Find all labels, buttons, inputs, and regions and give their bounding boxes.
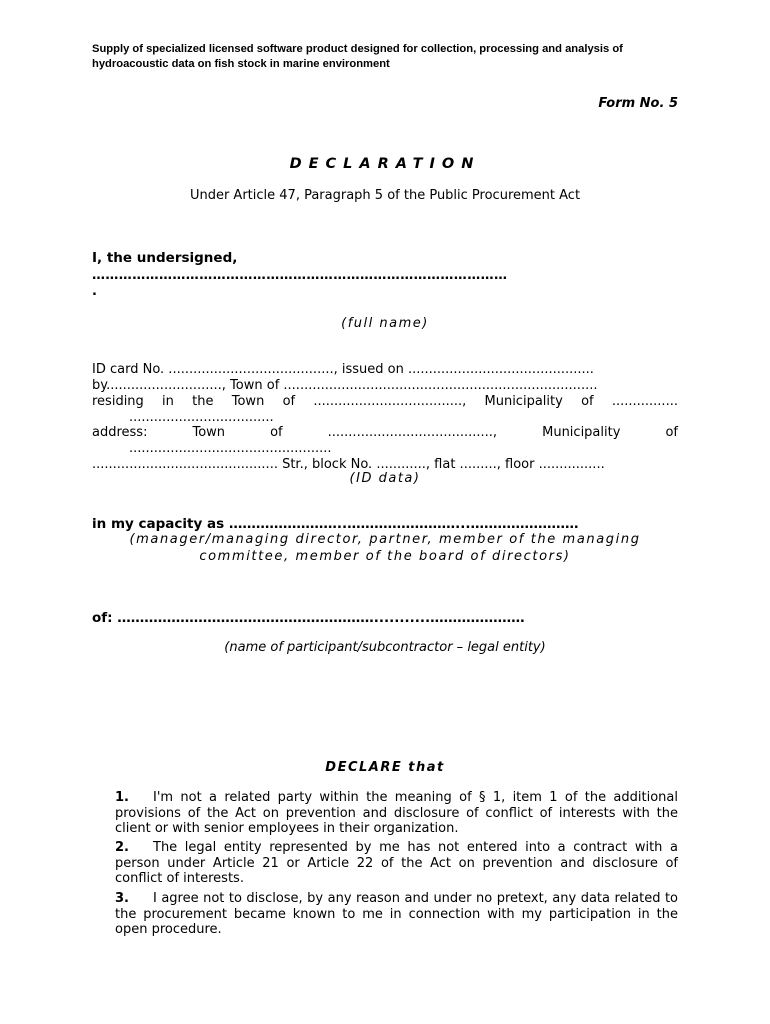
entity-field[interactable]: …………………………………………………...........………………… [117, 610, 525, 626]
capacity-caption-line-1: (manager/managing director, partner, member of the managing [129, 532, 641, 547]
entity-line[interactable] [92, 610, 525, 626]
item-number: 1. [115, 790, 129, 805]
undersigned-label: I, the undersigned, [92, 250, 238, 266]
id-data-caption: (ID data) [349, 471, 421, 486]
header-note: Supply of specialized licensed software product designed for collection, processing and analysis of hydroacoustic data on fish stock in marine environment [92, 43, 623, 70]
declaration-item [115, 891, 678, 938]
residing-word-2: in [162, 394, 174, 409]
capacity-line[interactable] [92, 516, 578, 532]
residing-municipality-continued[interactable]: ................................... [129, 410, 274, 425]
address-town-field[interactable]: ........................................, [327, 425, 498, 440]
entity-label: of: [92, 610, 113, 626]
item-number: 3. [115, 891, 129, 906]
address-word-3: of [270, 425, 283, 440]
form-number: Form No. 5 [598, 96, 678, 111]
entity-caption: (name of participant/subcontractor – legal entity) [224, 640, 546, 655]
full-name-field-tail: . [92, 284, 98, 299]
item-text: I agree not to disclose, by any reason and under no pretext, any data related to the procurement became known to me in connection with my participation in the open procedure. [115, 891, 678, 938]
item-text: I'm not a related party within the meaning of § 1, item 1 of the additional provisions of the Act on prevention and disclosure of conflict of interests with the client or with senior employees in their organization. [115, 790, 678, 837]
address-word-2: Town [192, 425, 226, 440]
id-card-line[interactable]: ID card No. ........................................, issued on ............................................. [92, 362, 594, 377]
address-municipality-field[interactable]: ................................................. [129, 441, 332, 456]
address-word-6: of [665, 425, 678, 440]
residing-word-4: Town [231, 394, 265, 409]
address-word-1: address: [92, 425, 148, 440]
address-line[interactable] [92, 425, 678, 440]
capacity-field[interactable]: ……………………..……………………...…………………… [228, 516, 579, 532]
declaration-item [115, 840, 678, 887]
issued-by-line[interactable]: by............................, Town of ............................................................................ [92, 378, 598, 393]
declaration-subtitle: Under Article 47, Paragraph 5 of the Public Procurement Act [189, 188, 581, 203]
item-text: The legal entity represented by me has not entered into a contract with a person under Article 21 or Article 22 of the Act on prevention and disclosure of conflict of interests. [115, 840, 678, 887]
street-line[interactable]: ............................................. Str., block No. ............, flat ........., floor ................ [92, 457, 605, 472]
residing-word-1: residing [92, 394, 144, 409]
capacity-label: in my capacity as [92, 516, 225, 532]
residing-word-7: Municipality [484, 394, 563, 409]
declare-heading: DECLARE that [325, 760, 445, 775]
capacity-caption-line-2: committee, member of the board of directors) [199, 549, 571, 564]
residing-word-8: of [581, 394, 594, 409]
item-number: 2. [115, 840, 129, 855]
residing-municipality-field[interactable]: ................ [611, 394, 678, 409]
declaration-title: DECLARATION [289, 156, 481, 172]
full-name-field[interactable]: ………………………………………………………………………………… [92, 268, 508, 283]
address-word-5: Municipality [542, 425, 621, 440]
capacity-caption [110, 531, 660, 565]
full-name-caption: (full name) [341, 316, 429, 331]
residing-word-3: the [192, 394, 214, 409]
declaration-item [115, 790, 678, 837]
residing-town-field[interactable]: ...................................., [313, 394, 467, 409]
residing-line[interactable] [92, 394, 678, 409]
residing-word-5: of [282, 394, 296, 409]
